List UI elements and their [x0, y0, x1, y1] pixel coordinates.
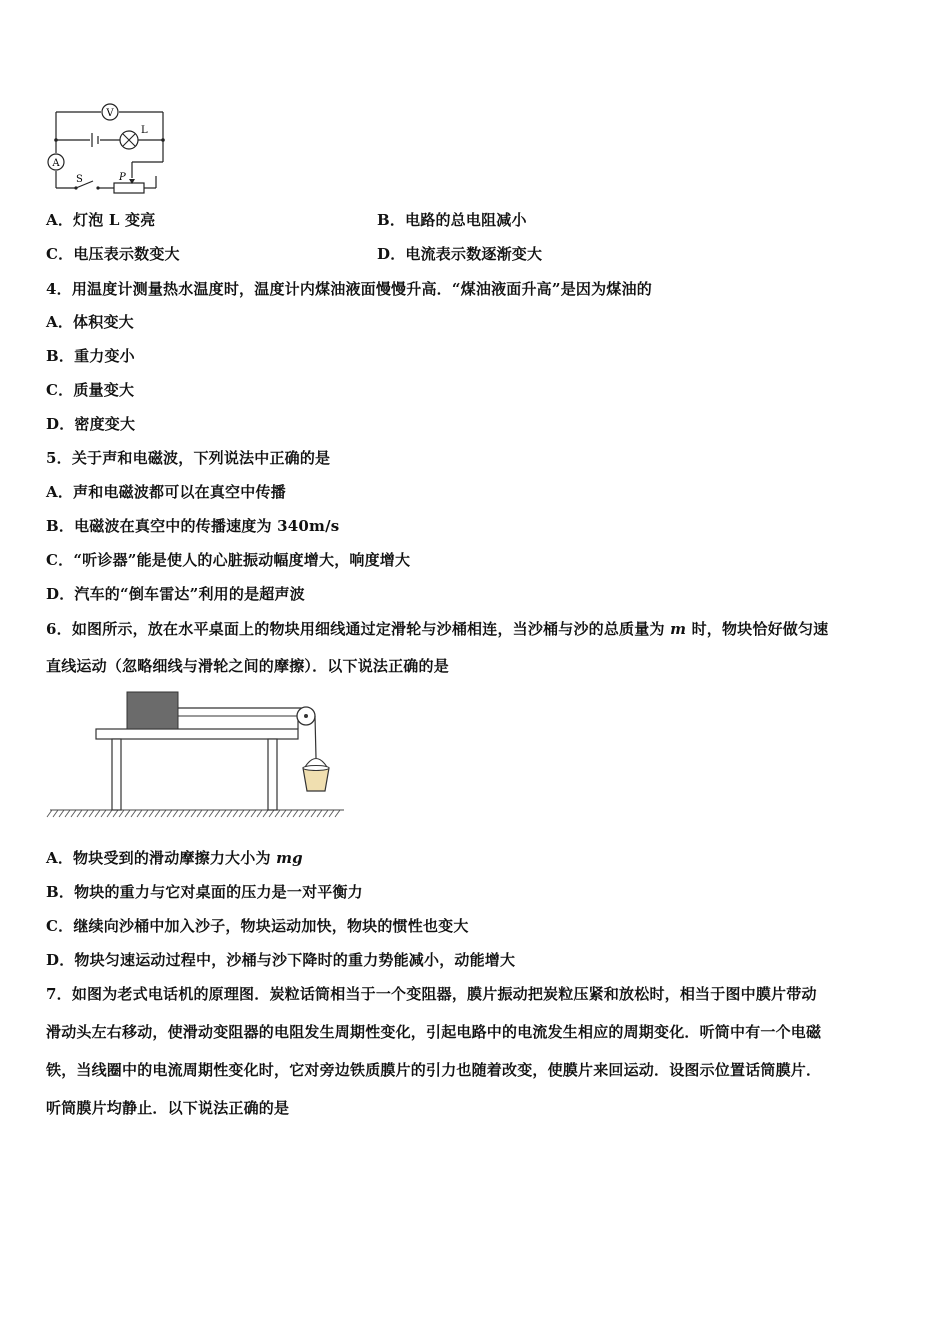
q4-option-d[interactable]: D．密度变大: [46, 415, 136, 433]
q4-stem: 4．用温度计测量热水温度时，温度计内煤油液面慢慢升高．“煤油液面升高”是因为煤油的: [46, 280, 652, 298]
q6-var-m: m: [670, 620, 687, 638]
q7-stem-line-4: 听筒膜片均静止．以下说法正确的是: [46, 1099, 290, 1117]
pulley-table-diagram: [46, 688, 351, 823]
q4-option-c[interactable]: C．质量变大: [46, 381, 135, 399]
q4-option-a[interactable]: A．体积变大: [46, 313, 134, 331]
table-top: [96, 729, 298, 739]
sand-bucket: [303, 759, 329, 792]
block: [127, 692, 178, 729]
q6-option-b[interactable]: B．物块的重力与它对桌面的压力是一对平衡力: [46, 883, 363, 901]
q5-option-a[interactable]: A．声和电磁波都可以在真空中传播: [46, 483, 286, 501]
ammeter-icon: [48, 154, 64, 170]
voltmeter-icon: [102, 104, 118, 120]
pulley: [297, 707, 315, 725]
svg-text:A: A: [52, 158, 60, 169]
q6-stem-line-1: 6．如图所示，放在水平桌面上的物块用细线通过定滑轮与沙桶相连，当沙桶与沙的总质量为 m 时，物块恰好做匀速: [46, 620, 829, 638]
q5-stem: 5．关于声和电磁波，下列说法中正确的是: [46, 449, 331, 467]
table-leg-right: [268, 739, 277, 810]
q6-var-mg: mg: [276, 849, 303, 867]
q5-option-c[interactable]: C．“听诊器”能是使人的心脏振动幅度增大，响度增大: [46, 551, 411, 569]
q7-stem-line-3: 铁，当线圈中的电流周期性变化时，它对旁边铁质膜片的引力也随着改变，使膜片来回运动．设图示位置话筒膜片．: [46, 1061, 822, 1079]
svg-text:L: L: [141, 125, 148, 136]
switch-label: S: [76, 174, 83, 185]
q4-option-b[interactable]: B．重力变小: [46, 347, 135, 365]
q3-option-d[interactable]: D．电流表示数逐渐变大: [377, 245, 543, 263]
q5-option-d[interactable]: D．汽车的“倒车雷达”利用的是超声波: [46, 585, 305, 603]
circuit-diagram: [46, 100, 171, 195]
q3-option-c[interactable]: C．电压表示数变大: [46, 245, 180, 263]
ground-hatch: [47, 810, 340, 817]
q3-options-row-1: [46, 210, 527, 230]
q3-option-a[interactable]: A．灯泡 L 变亮: [46, 211, 156, 229]
q7-stem-line-1: 7．如图为老式电话机的原理图．炭粒话筒相当于一个变阻器，膜片振动把炭粒压紧和放松时，相当于图中膜片带动: [46, 985, 817, 1003]
q3-options-row-2: [46, 244, 543, 264]
q5-option-b[interactable]: B．电磁波在真空中的传播速度为 340m/s: [46, 517, 340, 535]
q3-option-b[interactable]: B．电路的总电阻减小: [377, 211, 527, 229]
table-leg-left: [112, 739, 121, 810]
svg-text:V: V: [106, 108, 114, 119]
q6-option-c[interactable]: C．继续向沙桶中加入沙子，物块运动加快，物块的惯性也变大: [46, 917, 469, 935]
q6-stem-line-2: 直线运动（忽略细线与滑轮之间的摩擦）．以下说法正确的是: [46, 657, 449, 675]
slider-label: P: [119, 172, 126, 183]
q7-stem-line-2: 滑动头左右移动，使滑动变阻器的电阻发生周期性变化，引起电路中的电流发生相应的周期变化．听筒中有一个电磁: [46, 1023, 822, 1041]
q6-option-d[interactable]: D．物块匀速运动过程中，沙桶与沙下降时的重力势能减小，动能增大: [46, 951, 516, 969]
lamp-icon: [120, 125, 148, 149]
q6-option-a[interactable]: A．物块受到的滑动摩擦力大小为 mg: [46, 849, 303, 867]
string-vertical: [315, 716, 316, 758]
